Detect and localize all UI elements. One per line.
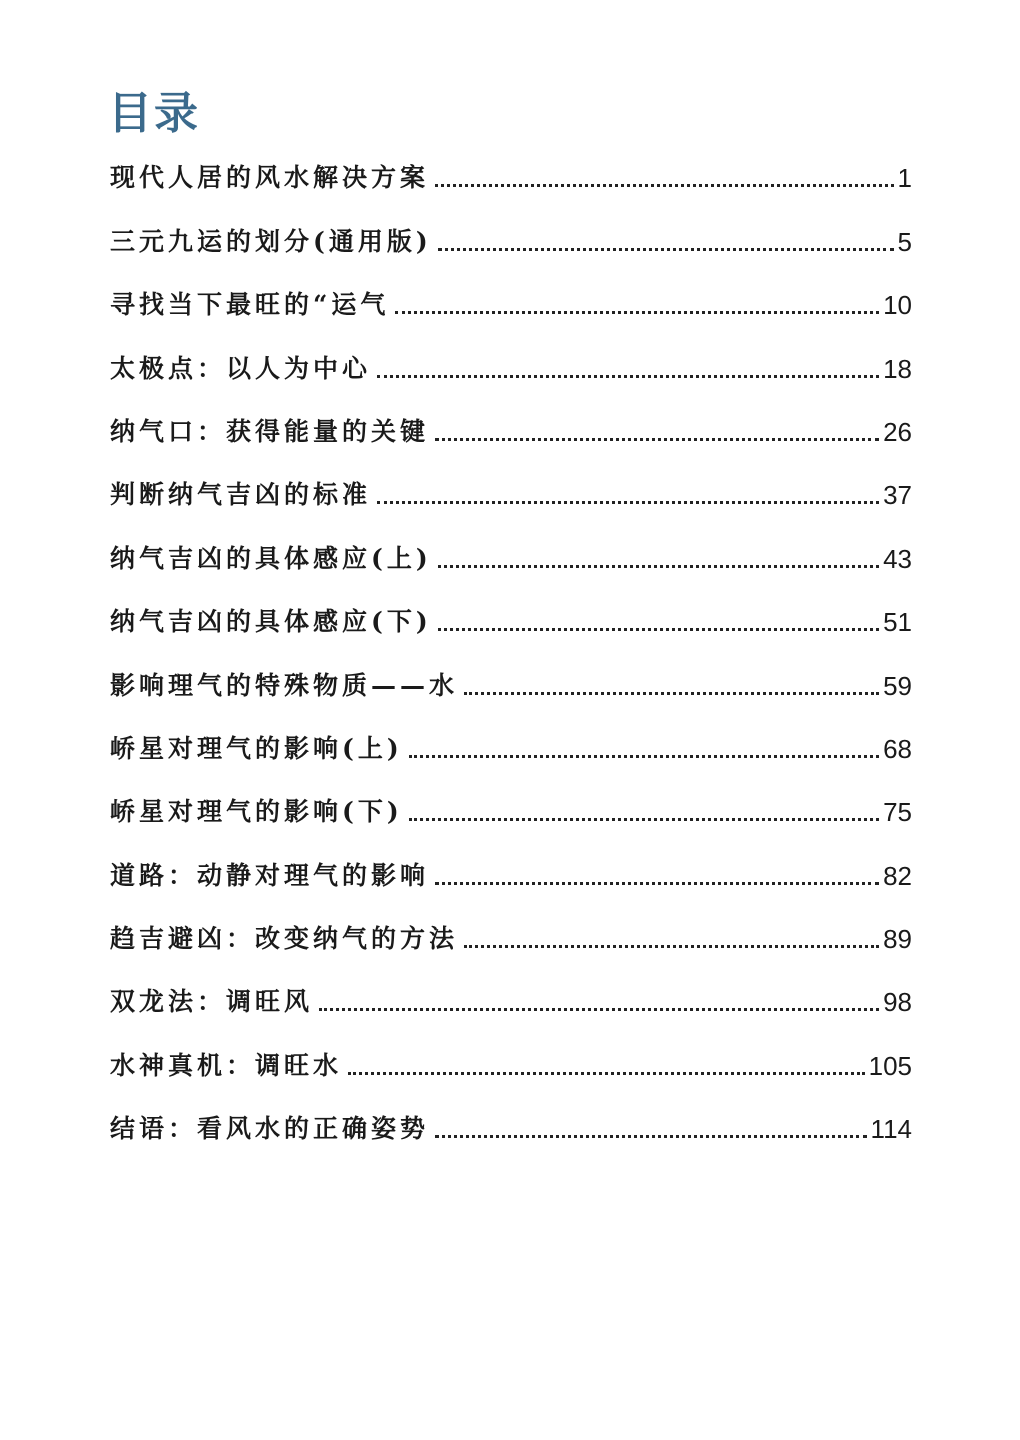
toc-entry-title: 道路：动静对理气的影响 bbox=[110, 860, 430, 890]
toc-entry-page: 1 bbox=[897, 163, 912, 194]
dot-leader bbox=[348, 1072, 865, 1075]
toc-entry-page: 82 bbox=[883, 860, 912, 891]
dot-leader bbox=[435, 438, 879, 441]
toc-entry-page: 43 bbox=[883, 543, 912, 574]
toc-entry[interactable] bbox=[110, 394, 912, 457]
toc-entry[interactable] bbox=[110, 203, 912, 266]
toc-list bbox=[110, 140, 912, 1154]
toc-title: 目录 bbox=[108, 88, 200, 139]
toc-entry[interactable] bbox=[110, 774, 912, 837]
toc-entry-title: 太极点：以人为中心 bbox=[110, 353, 372, 383]
toc-entry-page: 105 bbox=[868, 1050, 912, 1081]
toc-entry-title: 现代人居的风水解决方案 bbox=[110, 163, 430, 193]
toc-entry-page: 59 bbox=[883, 670, 912, 701]
toc-entry[interactable] bbox=[110, 837, 912, 900]
toc-entry-title: 影响理气的特殊物质——水 bbox=[110, 670, 459, 700]
toc-entry[interactable] bbox=[110, 711, 912, 774]
toc-entry-page: 10 bbox=[883, 290, 912, 321]
toc-entry[interactable] bbox=[110, 140, 912, 203]
toc-entry-title: 寻找当下最旺的“运气 bbox=[110, 290, 390, 320]
toc-entry-page: 5 bbox=[897, 226, 912, 257]
toc-entry-page: 18 bbox=[883, 353, 912, 384]
toc-entry-title: 双龙法：调旺风 bbox=[110, 987, 314, 1017]
toc-entry-page: 114 bbox=[870, 1114, 912, 1145]
dot-leader bbox=[409, 818, 879, 821]
toc-entry[interactable] bbox=[110, 267, 912, 330]
toc-entry[interactable] bbox=[110, 1091, 912, 1154]
toc-entry[interactable] bbox=[110, 647, 912, 710]
toc-entry-title: 水神真机：调旺水 bbox=[110, 1050, 343, 1080]
dot-leader bbox=[438, 628, 879, 631]
toc-entry[interactable] bbox=[110, 330, 912, 393]
toc-entry[interactable] bbox=[110, 584, 912, 647]
toc-entry-page: 37 bbox=[883, 480, 912, 511]
dot-leader bbox=[409, 755, 879, 758]
toc-entry-page: 26 bbox=[883, 416, 912, 447]
dot-leader bbox=[435, 1135, 867, 1138]
toc-entry[interactable] bbox=[110, 964, 912, 1027]
toc-entry-title: 纳气吉凶的具体感应(上) bbox=[110, 543, 432, 573]
toc-entry[interactable] bbox=[110, 457, 912, 520]
toc-entry-page: 68 bbox=[883, 733, 912, 764]
toc-entry-title: 峤星对理气的影响(下) bbox=[110, 797, 403, 827]
dot-leader bbox=[377, 375, 879, 378]
toc-entry-title: 判断纳气吉凶的标准 bbox=[110, 480, 372, 510]
dot-leader bbox=[435, 184, 894, 187]
toc-entry-title: 结语：看风水的正确姿势 bbox=[110, 1114, 430, 1144]
toc-entry[interactable] bbox=[110, 901, 912, 964]
dot-leader bbox=[464, 945, 879, 948]
toc-entry-page: 75 bbox=[883, 797, 912, 828]
toc-entry-page: 89 bbox=[883, 924, 912, 955]
toc-entry-title: 趋吉避凶：改变纳气的方法 bbox=[110, 924, 459, 954]
toc-entry-title: 三元九运的划分(通用版) bbox=[110, 226, 432, 256]
dot-leader bbox=[395, 311, 879, 314]
toc-entry-title: 纳气口：获得能量的关键 bbox=[110, 416, 430, 446]
dot-leader bbox=[435, 882, 879, 885]
dot-leader bbox=[438, 248, 894, 251]
toc-entry-title: 峤星对理气的影响(上) bbox=[110, 733, 403, 763]
toc-entry[interactable] bbox=[110, 520, 912, 583]
dot-leader bbox=[319, 1008, 879, 1011]
toc-entry-page: 98 bbox=[883, 987, 912, 1018]
toc-entry-page: 51 bbox=[883, 607, 912, 638]
toc-entry-title: 纳气吉凶的具体感应(下) bbox=[110, 607, 432, 637]
toc-entry[interactable] bbox=[110, 1027, 912, 1090]
dot-leader bbox=[438, 565, 879, 568]
dot-leader bbox=[464, 692, 879, 695]
dot-leader bbox=[377, 501, 879, 504]
